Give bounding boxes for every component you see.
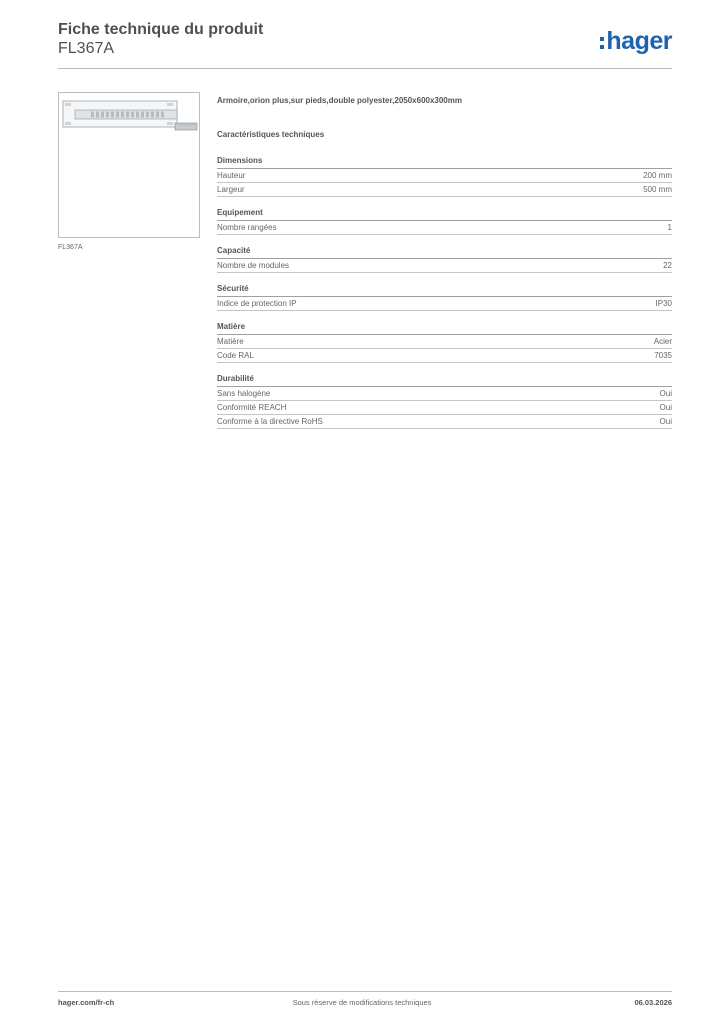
spec-row — [217, 415, 672, 429]
section-heading: Equipement — [217, 208, 672, 221]
spec-value: Oui — [659, 389, 672, 398]
spec-label: Conformité REACH — [217, 403, 287, 412]
image-caption: FL367A — [58, 244, 83, 251]
spec-value: 500 mm — [643, 185, 672, 194]
section-equipement — [217, 208, 672, 235]
spec-value: Oui — [659, 403, 672, 412]
footer-divider — [58, 991, 672, 992]
product-code: FL367A — [58, 40, 115, 57]
footer-website[interactable]: hager.com/fr-ch — [58, 998, 115, 1007]
spec-row — [217, 169, 672, 183]
spec-label: Nombre rangées — [217, 223, 277, 232]
section-heading: Sécurité — [217, 284, 672, 297]
section-heading: Durabilité — [217, 374, 672, 387]
product-panel-icon — [59, 93, 199, 237]
spec-label: Nombre de modules — [217, 261, 290, 270]
spec-label: Matière — [217, 337, 244, 346]
section-heading: Dimensions — [217, 156, 672, 169]
spec-row — [217, 183, 672, 197]
section-heading: Matière — [217, 322, 672, 335]
hager-logo — [600, 26, 672, 56]
logo-dots-icon — [600, 37, 604, 49]
logo-text: hager — [606, 27, 672, 55]
spec-label: Code RAL — [217, 351, 254, 360]
spec-value: 22 — [663, 261, 672, 270]
section-securite — [217, 284, 672, 311]
spec-row — [217, 259, 672, 273]
spec-row — [217, 387, 672, 401]
spec-label: Indice de protection IP — [217, 299, 297, 308]
spec-value: Oui — [659, 417, 672, 426]
section-matiere — [217, 322, 672, 363]
page-title: Fiche technique du produit — [58, 21, 264, 38]
header-divider — [58, 68, 672, 69]
section-capacite — [217, 246, 672, 273]
spec-value: 1 — [667, 223, 672, 232]
spec-row — [217, 297, 672, 311]
section-durabilite — [217, 374, 672, 429]
spec-value: 200 mm — [643, 171, 672, 180]
spec-label: Conforme à la directive RoHS — [217, 417, 323, 426]
section-heading: Capacité — [217, 246, 672, 259]
spec-label: Largeur — [217, 185, 245, 194]
section-dimensions — [217, 156, 672, 197]
spec-row — [217, 349, 672, 363]
footer-date: 06.03.2026 — [634, 998, 672, 1007]
characteristics-title: Caractéristiques techniques — [217, 130, 325, 139]
spec-row — [217, 401, 672, 415]
spec-label: Sans halogène — [217, 389, 271, 398]
product-description: Armoire,orion plus,sur pieds,double polyester,2050x600x300mm — [217, 96, 462, 105]
spec-label: Hauteur — [217, 171, 246, 180]
spec-value: Acier — [653, 337, 672, 346]
spec-value: IP30 — [655, 299, 672, 308]
spec-content — [217, 96, 672, 440]
footer-notice: Sous réserve de modifications techniques — [292, 998, 432, 1007]
spec-row — [217, 335, 672, 349]
spec-value: 7035 — [654, 351, 672, 360]
spec-row — [217, 221, 672, 235]
product-image — [58, 92, 200, 238]
